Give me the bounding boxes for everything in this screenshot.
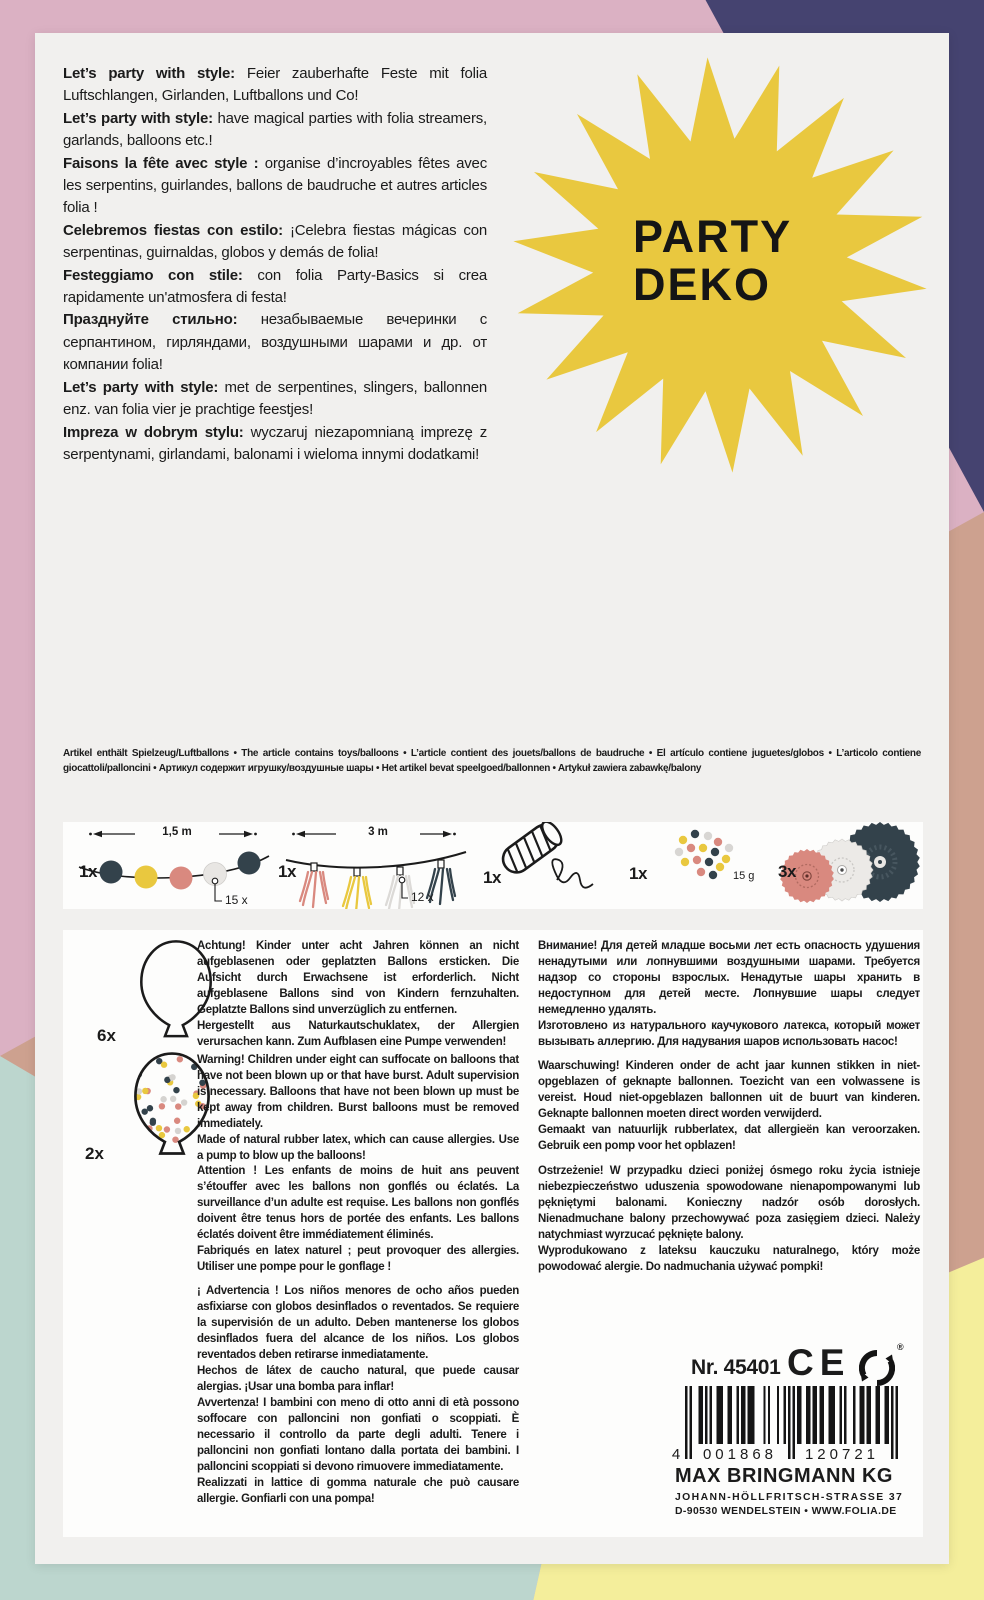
rosette-fans-icon [778, 822, 923, 909]
registered-mark: ® [897, 1342, 904, 1352]
garland-length-label: 1,5 m [135, 826, 219, 838]
green-dot-icon [859, 1350, 895, 1386]
intro-paragraph-es: Celebremos fiestas con estilo: ¡Celebra fiestas mágicas con serpentinas, guirnaldas, globos y demás de folia! [63, 221, 487, 262]
contents-item-tassel-garland [278, 822, 473, 909]
intro-paragraph-pl: Impreza w dobrym stylu: wyczaruj niezapomnianą imprezę z serpentynami, girlandami, balonami i wieloma innymi dodatkami! [63, 423, 487, 463]
intro-paragraph-fr: Faisons la fête avec style : organise d’incroyables fêtes avec les serpentins, guirlandes, ballons de baudruche et autres articles folia ! [63, 154, 487, 217]
warning-fr: Attention ! Les enfants de moins de huit ans peuvent s’étouffer avec les ballons non gonflés ou éclatés. La surveillance d’un adulte est requise. Les ballons non gonflés doivent être tenus hors de portée des enfants. Les ballons éclatés doivent être immédiatement éliminés. Fabriqués en latex naturel ; peut provoquer des allergies. Utiliser une pompe pour le gonflage ! [197, 1165, 519, 1273]
warning-de: Achtung! Kinder unter acht Jahren können an nicht aufgeblasenen oder geplatzten Ballons ersticken. Die Aufsicht durch Erwachsene ist erforderlich. Nicht aufgeblasene Ballons sind von Kindern fernzuhalten. Geplatzte Ballons sind unverzüglich zu entfernen. Hergestellt aus Naturkautschuklatex, der Allergien verursachen kann. Zum Aufblasen eine Pumpe verwenden! [197, 940, 519, 1048]
contains-note: Artikel enthält Spielzeug/Luftballons • The article contains toys/balloons • L’article contient des jouets/ballons de baudruche • El artículo contiene juguetes/globos • L’articolo contiene giocattoli/palloncini • Артикул содержит игрушку/воздушные шары • Het artikel bevat speelgoed/ballonnen • Artykuł zawiera zabawkę/balony [63, 748, 921, 774]
qty-label: 1x [483, 868, 501, 887]
warnings-box [63, 930, 923, 1537]
ce-mark: CE [787, 1342, 851, 1383]
intro-paragraph-nl: Let’s party with style: met de serpentines, slingers, ballonnen enz. van folia vier je prachtige feestjes! [63, 378, 487, 419]
contents-item-streamer [483, 822, 618, 909]
warning-en: Warning! Children under eight can suffocate on balloons that have not been blown up or that have burst. Adult supervision is necessary. Balloons that have not been blown up must be kept away from children. Burst balloons must be removed immediately. Made of natural rubber latex, which can cause allergies. Use a pump to blow up the balloons! [197, 1054, 519, 1162]
streamer-icon [483, 822, 618, 909]
barcode-digits-left: 001868 [702, 1446, 778, 1463]
intro-paragraph-it: Festeggiamo con stile: con folia Party-Basics si crea rapidamente un'atmosfera di festa! [63, 266, 487, 307]
pompom-count-label: 15 x [225, 893, 248, 907]
tassel-count-label: 12 x [411, 890, 434, 904]
warning-es: ¡ Advertencia ! Los niños menores de ocho años pueden asfixiarse con globos desinflados o reventados. Se requiere la supervisión de un adulto. Deben mantenerse los globos desinflados fuera del alcance de los niños. Los globos reventados deben retirarse inmediatamente. Hechos de látex de caucho natural, que puede causar alergias. ¡Usar una bomba para inflar! [197, 1285, 519, 1393]
intro-paragraph-de: Let’s party with style: Feier zauberhafte Feste mit folia Luftschlangen, Girlanden, Luftballons und Co! [63, 65, 488, 105]
barcode-digits-right: 120721 [804, 1446, 880, 1463]
barcode-digit-prefix: 4 [671, 1446, 681, 1463]
warning-pl: Ostrzeżenie! W przypadku dzieci poniżej ósmego roku życia istnieje niebezpieczeństwo uduszenia spowodowane nienapompowanymi lub pękniętymi balonami. Konieczny nadzór osób dorosłych. Nienadmuchane balony przechowywać poza zasięgiem dzieci. Należy natychmiast wyrzucać pęknięte balony. Wyprodukowano z lateksu kauczuku naturalnego, który może powodować alergie. Do nadmuchania używać pompki! [538, 1165, 920, 1273]
qty-label: 3x [778, 862, 796, 881]
contents-box [63, 822, 923, 909]
intro-text-block [63, 63, 487, 466]
company-name: MAX BRINGMANN KG [675, 1465, 893, 1487]
product-title [633, 213, 792, 309]
company-street: JOHANN-HÖLLFRITSCH-STRASSE 37 [675, 1492, 904, 1503]
intro-paragraph-ru: Празднуйте стильно: незабываемые вечеринки с серпантином, гирляндами, воздушными шарами и др. от компании folia! [63, 311, 487, 374]
warning-it: Avvertenza! I bambini con meno di otto anni di età possono soffocare con palloncini non gonfiati o scoppiati. È necessario il controllo da parte degli adulti. Tenere i palloncini non gonfiati lontano dalla portata dei bambini. I palloncini scoppiati si devono rimuovere immediatamente. Realizzati in lattice di gomma naturale che può causare allergie. Gonfiarli con una pompa! [197, 1397, 519, 1505]
contents-item-confetti [623, 822, 773, 909]
intro-paragraph-en: Let’s party with style: have magical parties with folia streamers, garlands, balloons etc.! [63, 109, 488, 150]
contents-item-rosettes [778, 822, 923, 909]
item-number: Nr. 45401 [691, 1356, 781, 1379]
product-title-line1: PARTY [633, 211, 793, 262]
package-back-panel [35, 33, 949, 1564]
warning-ru: Внимание! Для детей младше восьми лет есть опасность удушения ненадутыми или лопнувшими воздушными шарами. Требуется надзор со стороны взрослых. Ненадутые шары хранить в недоступном для детей месте. Лопнувшие шары следует немедленно удалять. Изготовлено из натурального каучукового латекса, который может вызывать аллергию. Для надувания шаров использовать насос! [538, 940, 920, 1048]
product-title-line2: DEKO [633, 259, 772, 310]
confetti-weight-label: 15 g [733, 870, 755, 882]
qty-label: 1x [278, 862, 296, 881]
contents-item-pompom-garland [73, 822, 273, 909]
balloon-qty-label: 6x [97, 1026, 116, 1045]
warning-nl: Waarschuwing! Kinderen onder de acht jaar kunnen stikken in niet-opgeblazen of geknapte ballonnen. Toezicht van een volwassene is vereist. Houd niet-opgeblazen ballonnen uit de buurt van kinderen. Geknapte ballonnen moeten direct worden verwijderd. Gemaakt van natuurlijk rubberlatex, dat allergieën kan veroorzaken. Gebruik een pomp voor het opblazen! [538, 1060, 920, 1152]
qty-label: 1x [79, 862, 97, 881]
qty-label: 1x [629, 864, 647, 883]
balloon-qty-label: 2x [85, 1144, 104, 1163]
garland-length-label: 3 m [336, 826, 420, 838]
company-city-web: D-90530 WENDELSTEIN • WWW.FOLIA.DE [675, 1506, 897, 1517]
